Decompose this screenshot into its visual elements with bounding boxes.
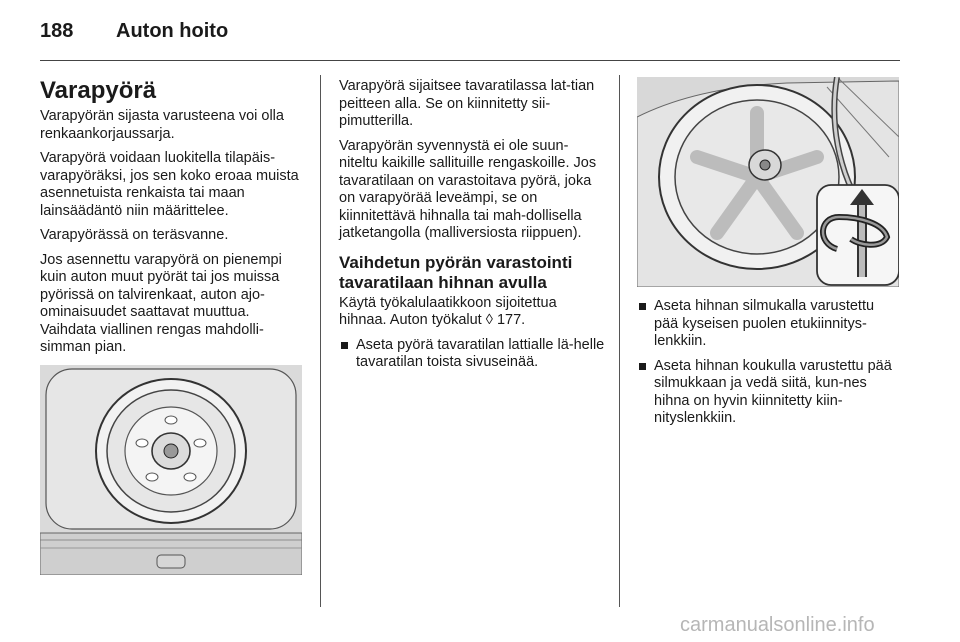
spare-wheel-illustration <box>40 365 302 575</box>
list-item <box>637 298 902 351</box>
column-divider <box>619 75 620 607</box>
bullet-square-icon <box>639 303 646 310</box>
reference-page[interactable]: 177. <box>496 312 526 328</box>
strap-fastening-illustration <box>637 77 899 287</box>
bullet-square-icon <box>341 342 348 349</box>
list-item-text: Aseta hihnan koukulla varustettu pää silmukkaan ja vedä siitä, kun-nes hihna on hyvin kiinnitetty kiin-nityslenkkiin. <box>654 357 892 426</box>
chapter-title: Auton hoito <box>116 20 229 42</box>
paragraph: Jos asennettu varapyörä on pienempi kuin auton muut pyörät tai jos muissa pyörissä on talvirenkaat, auton ajo-ominaisuudet saattavat muuttua. Vaihdata viallinen rengas mahdolli-simman pian. <box>40 251 282 355</box>
paragraph: Varapyörä voidaan luokitella tilapäis-varapyöräksi, jos sen koko eroaa muista asennetuista renkaista tai maan lainsäädäntö niin määrittelee. <box>40 150 299 219</box>
column-right <box>637 298 902 435</box>
paragraph <box>339 295 607 330</box>
column-left <box>40 78 308 364</box>
section-title: Varapyörä <box>40 77 157 104</box>
list-item-text: Aseta hihnan silmukalla varustettu pää kyseisen puolen etukiinnitys-lenkkiin. <box>654 298 875 349</box>
intro-text: Käytä työkalulaatikkoon sijoitettua hihnaa. Auton työkalut <box>339 294 557 328</box>
watermark: carmanualsonline.info <box>680 614 875 636</box>
paragraph: Varapyörän sijasta varusteena voi olla renkaankorjaussarja. <box>40 108 284 142</box>
paragraph: Varapyörä sijaitsee tavaratilassa lat-tian peitteen alla. Se on kiinnitetty sii-pimutterilla. <box>339 78 595 129</box>
header-rule <box>40 60 900 61</box>
paragraph: Varapyörän syvennystä ei ole suun-niteltu kaikille sallituille rengaskoille. Jos tavaratilaan on varastoitava pyörä, joka on varapyörää leveämpi, se on kiinnitettävä hihnalla tai mah-dollisella jatketangolla (malliversiosta riippuen). <box>339 137 597 241</box>
list-item-text: Aseta pyörä tavaratilan lattialle lä-helle tavaratilan toista sivuseinää. <box>356 336 605 370</box>
strap-fastening-drawing <box>637 77 899 287</box>
bullet-square-icon <box>639 363 646 370</box>
page-number: 188 <box>40 20 74 42</box>
spare-wheel-drawing <box>40 365 302 575</box>
column-divider <box>320 75 321 607</box>
subheading: Vaihdetun pyörän varastointi tavaratilaan hihnan avulla <box>339 252 573 292</box>
list-item <box>637 358 902 428</box>
column-middle <box>339 78 607 379</box>
paragraph: Varapyörässä on teräsvanne. <box>40 227 229 243</box>
list-item <box>339 337 607 372</box>
reference-arrow-icon: ◊ <box>485 312 493 328</box>
